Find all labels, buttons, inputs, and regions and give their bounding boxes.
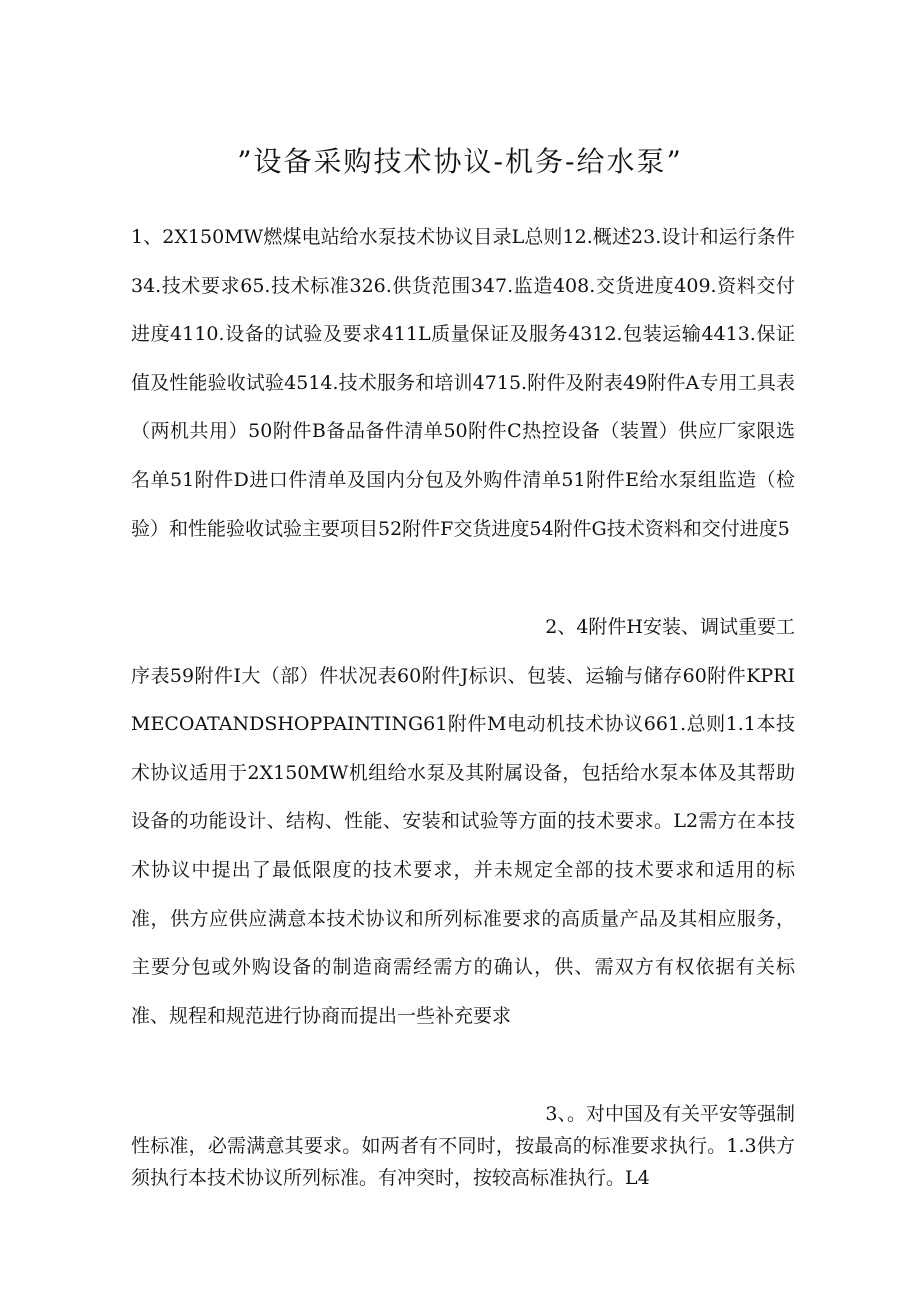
paragraph-1: 1、2X150MW燃煤电站给水泵技术协议目录L总则12.概述23.设计和运行条件34.技术要求65.技术标准326.供货范围347.监造408.交货进度409.资料交付进度4110.设备的试验及要求411L质量保证及服务4312.包装运输4413.保证值及性能验收试验4514.技术服务和培训4715.附件及附表49附件A专用工具表（两机共用）50附件B备品备件清单50附件C热控设备（装置）供应厂家限选名单51附件D进口件清单及国内分包及外购件清单51附件E给水泵组监造（检验）和性能验收试验主要项目52附件F交货进度54附件G技术资料和交付进度5 (131, 226, 795, 540)
paragraph-3-lead: 3、。对中国及有关平安等强制 (545, 1103, 795, 1125)
paragraph-3-body: 性标准，必需满意其要求。如两者有不同时，按最高的标准要求执行。1.3供方须执行本技术协议所列标准。有冲突时，按较高标准执行。L4 (131, 1135, 795, 1189)
document-title: ”设备采购技术协议-机务-给水泵” (237, 145, 683, 178)
paragraph-2-lead: 2、4附件H安装、调试重要工 (545, 616, 795, 638)
paragraph-2-body: 序表59附件I大（部）件状况表60附件J标识、包装、运输与储存60附件KPRIMECOATANDSHOPPAINTING61附件M电动机技术协议661.总则1.1本技术协议适用于2X150MW机组给水泵及其附属设备，包括给水泵本体及其帮助设备的功能设计、结构、性能、安装和试验等方面的技术要求。L2需方在本技术协议中提出了最低限度的技术要求，并未规定全部的技术要求和适用的标准，供方应供应满意本技术协议和所列标准要求的高质量产品及其相应服务，主要分包或外购设备的制造商需经需方的确认，供、需双方有权依据有关标准、规程和规范进行协商而提出一些补充要求 (131, 664, 795, 1027)
paragraph-2 (131, 603, 795, 1040)
paragraph-3 (131, 1098, 795, 1194)
